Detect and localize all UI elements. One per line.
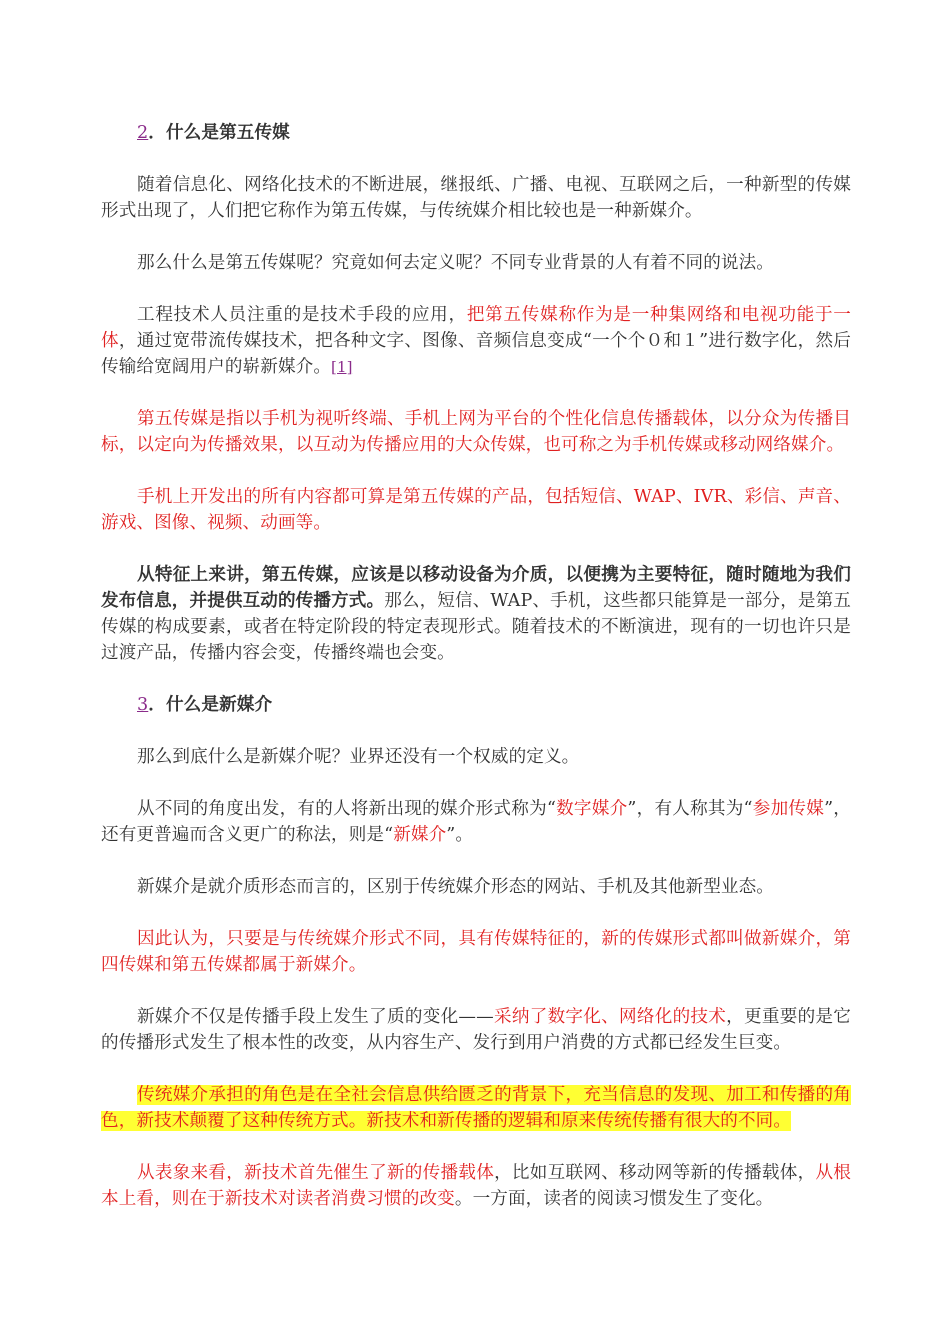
section-2-heading [101, 120, 851, 146]
paragraph-7: 那么到底什么是新媒介呢？业界还没有一个权威的定义。 [137, 747, 580, 767]
p13-text-b: ，比如互联网、移动网等新的传播载体， [494, 1163, 816, 1183]
paragraph-8 [101, 796, 851, 848]
p11-red-text: 采纳了数字化、网络化的技术 [493, 1007, 727, 1027]
paragraph-1: 随着信息化、网络化技术的不断进展，继报纸、广播、电视、互联网之后，一种新型的传媒形式出现了，人们把它称作为第五传媒，与传统媒介相比较也是一种新媒介。 [101, 175, 851, 221]
p8-red-digital-media: 数字媒介 [555, 799, 628, 819]
p6-bold-text: 从特征上来讲，第五传媒，应该是以移动设备为介质，以便携为主要特征，随时随地为我们发布信息，并提供互动的传播方式。 [101, 564, 851, 611]
p3-text-c: ，通过宽带流传媒技术，把各种文字、图像、音频信息变成“一个个０和１”进行数字化，然后传输给宽阔用户的崭新媒介。 [101, 331, 851, 377]
paragraph-2: 那么什么是第五传媒呢？究竟如何去定义呢？不同专业背景的人有着不同的说法。 [137, 253, 774, 273]
p11-text-c: ，更重要的是它的传播形式发生了根本性的改变，从内容生产、发行到用户消费的方式都已经发生巨变。 [101, 1007, 851, 1053]
paragraph-5: 手机上开发出的所有内容都可算是第五传媒的产品，包括短信、WAP、IVR、彩信、声音、游戏、图像、视频、动画等。 [101, 487, 851, 533]
p13-red-text-a: 从表象来看，新技术首先催生了新的传播载体 [137, 1163, 495, 1183]
section-3-number[interactable]: 3 [137, 695, 149, 715]
section-2-title: ．什么是第五传媒 [148, 122, 290, 143]
paragraph-13 [101, 1160, 851, 1212]
p8-text-e: ”，还有更普遍而含义更广的称法，则是“ [101, 799, 851, 845]
paragraph-4: 第五传媒是指以手机为视听终端、手机上网为平台的个性化信息传播载体，以分众为传播目标，以定向为传播效果，以互动为传播应用的大众传媒，也可称之为手机传媒或移动网络媒介。 [101, 409, 851, 455]
p12-highlighted-text: 传统媒介承担的角色是在全社会信息供给匮乏的背景下，充当信息的发现、加工和传播的角色，新技术颠覆了这种传统方式。新技术和新传播的逻辑和原来传统传播有很大的不同。 [101, 1085, 851, 1131]
section-2-number[interactable]: 2 [137, 123, 149, 143]
section-3-heading [101, 692, 851, 718]
p8-text-a: 从不同的角度出发，有的人将新出现的媒介形式称为“ [137, 799, 556, 819]
p8-text-c: ”，有人称其为“ [627, 799, 753, 819]
paragraph-11 [101, 1004, 851, 1056]
p11-text-a: 新媒介不仅是传播手段上发生了质的变化—— [137, 1007, 494, 1027]
p13-red-text-c: 从根本上看，则在于新技术对读者消费习惯的改变 [101, 1163, 852, 1209]
p8-red-participatory-media: 参加传媒 [752, 799, 825, 819]
p13-text-d: 。一方面，读者的阅读习惯发生了变化。 [454, 1189, 774, 1209]
paragraph-9: 新媒介是就介质形态而言的，区别于传统媒介形态的网站、手机及其他新型业态。 [137, 877, 774, 897]
p3-text-a: 工程技术人员注重的是技术手段的应用， [137, 305, 467, 325]
p6-text: 那么，短信、WAP、手机，这些都只能算是一部分，是第五传媒的构成要素，或者在特定阶段的特定表现形式。随着技术的不断演进，现有的一切也许只是过渡产品，传播内容会变，传播终端也会变。 [101, 591, 852, 663]
p8-text-g: ”。 [446, 825, 474, 845]
paragraph-12 [101, 1082, 851, 1134]
p8-red-new-media: 新媒介 [393, 825, 447, 845]
paragraph-10: 因此认为，只要是与传统媒介形式不同，具有传媒特征的，新的传媒形式都叫做新媒介，第四传媒和第五传媒都属于新媒介。 [101, 929, 851, 975]
document-body [101, 120, 851, 1212]
section-3-title: ．什么是新媒介 [148, 694, 273, 715]
footnote-ref-1[interactable]: [1] [331, 358, 353, 376]
p3-red-text: 把第五传媒称作为是一种集网络和电视功能于一体 [101, 305, 851, 351]
paragraph-3 [101, 302, 851, 380]
paragraph-6 [101, 562, 851, 666]
